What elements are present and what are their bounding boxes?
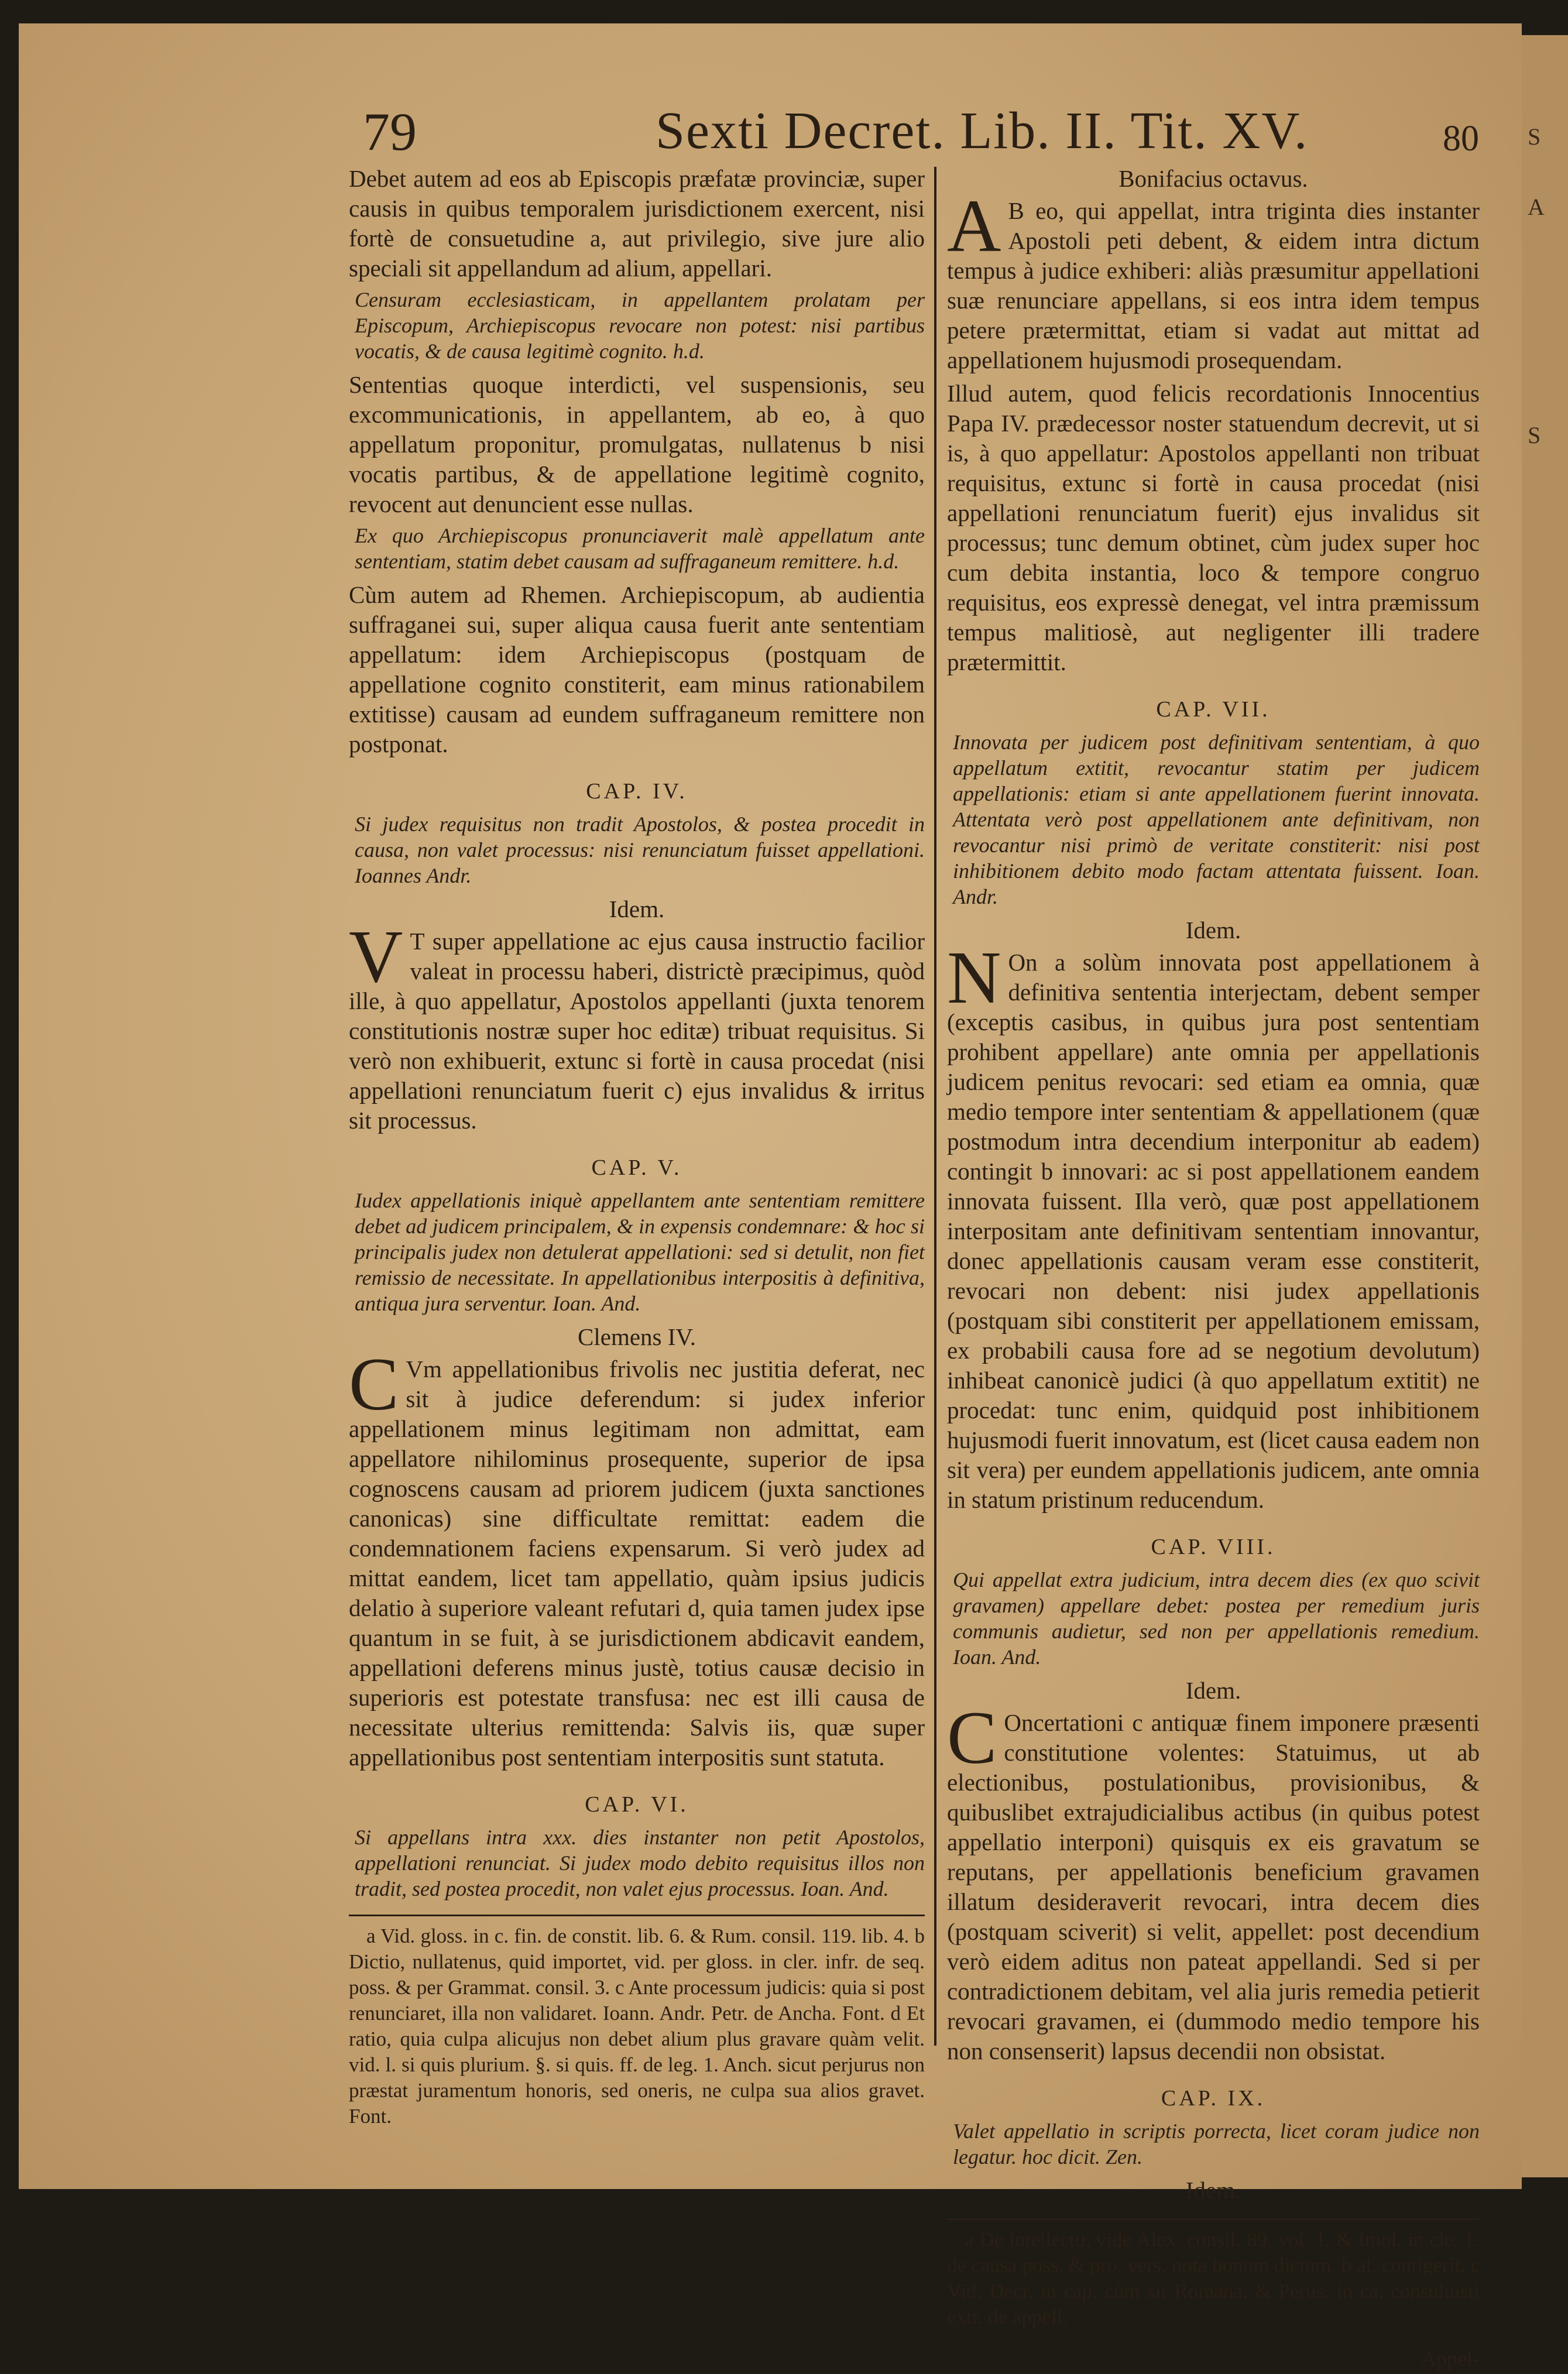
drop-cap: V: [349, 915, 403, 998]
paragraph: C Vm appellationibus frivolis nec justitia deferat, nec sit à judice deferendum: si judex inferior appellationem minus legitimam non admittat, eam appellatore nihilominus prosequente, superior de ipsa cognoscens causam ad priorem judicem (juxta sanctiones canonicas) sine difficultate remittat: eadem die condemnationem faciens expensarum. Si verò judex ad mittat eandem, licet tam appellatio, quàm ipsius judicis delatio à superiore valeant refutari d, quia tamen judex ipse quantum in se fuit, à se jurisdictionem abdicavit eandem, appellationi deferens minus justè, totius causæ decisio in superioris est potestate transfusa: nec est illi causa de necessitate ulterius remittenda: Salvis iis, quæ super appellationibus post sententiam interpositis sunt statuta.: [349, 1343, 925, 1771]
author-line: Idem.: [609, 896, 665, 922]
paragraph: A B eo, qui appellat, intra triginta dies instanter Apostoli peti debent, & eidem intra dictum tempus à judice exhiberi: aliàs præsumitur appellationi suæ renunciare appellans, si eos intra idem tempus petere prætermittat, etiam si vadat aut mittat ad appellationem hujusmodi prosequendam.: [947, 184, 1480, 373]
author-line: Clemens IV.: [578, 1323, 696, 1350]
drop-cap: N: [947, 936, 1001, 1019]
chapter-heading: CAP. VI.: [585, 1792, 689, 1817]
footnote-rule: [349, 1915, 925, 1916]
drop-cap: A: [947, 184, 1001, 267]
running-header: [363, 101, 1487, 165]
summary: Ex quo Archiepiscopus pronunciaverit malè appellatum ante sententiam, statim debet causam ad suffraganeum remittere. h.d.: [355, 524, 925, 573]
drop-cap: C: [349, 1343, 399, 1426]
column-divider: [934, 167, 936, 2046]
chapter-heading: CAP. IX.: [1161, 2086, 1266, 2111]
summary: Censuram ecclesiasticam, in appellantem prolatam per Episcopum, Archiepiscopus revocare non potest: nisi partibus vocatis, & de causa legitimè cognito. h.d.: [355, 288, 925, 363]
paragraph: Sententias quoque interdicti, vel suspensionis, seu excommunicationis, in appellantem, ab eo, à quo appellatum proponitur, promulgatas, nullatenus b nisi vocatis partibus, & de appellatione legitimè cognito, revocent aut denuncient esse nullas.: [349, 371, 925, 517]
summary: Si judex requisitus non tradit Apostolos, & postea procedit in causa, non valet processus: nisi renunciatum fuisset appellationi. Ioannes Andr.: [355, 812, 925, 887]
running-title: Sexti Decret. Lib. II. Tit. XV.: [656, 102, 1309, 160]
author-line: Bonifacius octavus.: [1118, 165, 1308, 192]
author-line: Idem.: [1185, 1677, 1241, 1704]
drop-cap: C: [947, 1696, 997, 1779]
footnote-rule: [947, 2218, 1480, 2220]
footnotes: a Vid. gloss. in c. fin. de constit. lib. 6. & Rum. consil. 119. lib. 4. b Dictio, nullatenus, quid importet, vid. per gloss. in cler. infr. de seq. poss. & per Grammat. consil. 3. c Ante processum judicis: quia si post renunciaret, illa non validaret. Ioann. Andr. Petr. de Ancha. Font. d Et ratio, quia culpa alicujus non debet alium plus gravare quàm velit. vid. l. si quis plurium. §. si quis. ff. de leg. 1. Anch. sicut perjurus non præstat juramentum honoris, sed oneris, ne culpa sua alios gravet. Font.: [349, 1924, 925, 2128]
chapter-heading: CAP. IV.: [586, 779, 688, 804]
edge-fragment: S: [1528, 422, 1541, 448]
facing-page-edge: [1522, 35, 1568, 2177]
paragraph: Illud autem, quod felicis recordationis Innocentius Papa IV. prædecessor noster statuendum decrevit, ut si is, à quo appellatur: Apostolos appellanti non tribuat requisitus, extunc si fortè in causa procedat (nisi appellationi renunciatum fuerit) ejus invalidus sit processus; tunc demum obtinet, cùm judex super hoc cum debita instantia, loco & tempore congruo requisitus, eos expressè denegat, vel intra præmissum tempus malitiosè, aut negligenter illi tradere prætermittit.: [947, 380, 1480, 675]
paragraph: Debet autem ad eos ab Episcopis præfatæ provinciæ, super causis in quibus temporalem jurisdictionem exercent, nisi fortè de consuetudine a, aut privilegio, sive jure alio speciali sit appellandum ad alium, appellari.: [349, 165, 925, 282]
chapter-heading: CAP. VII.: [1156, 697, 1271, 722]
chapter-heading: CAP. V.: [591, 1155, 682, 1180]
footnotes: a De intellectu, vide Alex. consil. 89. vol. 1. & Imol. in cle. 1. de causa poss. & pro. vers. nota bonum dictum. b al. contigerit. c Vid. Decr. in cap. cùm sit Romana. & Perus. in ca. consuluisti extr. de appell.: [947, 2228, 1480, 2328]
paragraph: V T super appellatione ac ejus causa instructio facilior valeat in processu haberi, districtè præcipimus, quòd ille, à quo appellatur, Apostolos appellanti (juxta tenorem constitutionis nostræ super hoc editæ) tribuat requisitus. Si verò non exhibuerit, extunc si fortè in causa procedat (nisi appellationi renunciatum fuerit c) ejus invalidus & irritus sit processus.: [349, 915, 925, 1134]
right-column: [947, 164, 1480, 2374]
summary: Qui appellat extra judicium, intra decem dies (ex quo scivit gravamen) appellare debet: postea per remedium juris communis audietur, sed non per appellationis remedium. Ioan. And.: [953, 1568, 1480, 1669]
paragraph: N On a solùm innovata post appellationem à definitiva sententia interjectam, debent semper (exceptis casibus, in quibus jura post sententiam prohibent appellare) ante omnia per appellationis judicem penitus revocari: sed etiam ea omnia, quæ medio tempore inter sententiam & appellationem (quæ postmodum intra decendium interponitur ab eadem) contingit b innovari: ac si post appellationem eandem innovata fuissent. Illa verò, quæ post appellationem interpositam ante definitivam sententiam innovantur, donec appellationis causam veram esse constiterit, revocari non debent: nisi judex appellationis (postquam sibi constiterit per appellationem emissam, ex probabili causa fore ad se negotium devolutum) inhibeat canonicè judici (à quo appellatum extitit) ne procedat: tunc enim, quidquid post inhibitionem hujusmodi fuerit innovatum, est (licet causa eadem non sit vera) per eundem appellationis judicem, ante omnia in statum pristinum reducendum.: [947, 936, 1480, 1513]
summary: Si appellans intra xxx. dies instanter non petit Apostolos, appellationi renunciat. Si judex modo debito requisitus illos non tradit, sed postea procedit, non valet ejus processus. Ioan. And.: [355, 1826, 925, 1900]
summary: Valet appellatio in scriptis porrecta, licet coram judice non legatur. hoc dicit. Zen.: [953, 2119, 1480, 2169]
chapter-heading: CAP. VIII.: [1151, 1535, 1276, 1559]
summary: Iudex appellationis iniquè appellantem ante sententiam remittere debet ad judicem principalem, & in expensis condemnare: & hoc si principalis judex non detulerat appellationi: sed si detulit, non fiet remissio de necessitate. In appellationibus interpositis à definitiva, antiqua jura serventur. Ioan. And.: [355, 1189, 925, 1315]
edge-fragment: S: [1528, 123, 1541, 150]
author-line: Idem.: [1185, 917, 1241, 944]
page-number-left: 79: [363, 102, 417, 162]
left-column: [349, 164, 925, 2129]
paragraph: C Oncertationi c antiquæ finem imponere præsenti constitutione volentes: Statuimus, ut ab electionibus, postulationibus, provisionibus, & quibuslibet extrajudicialibus actibus (in quibus potest appellatio interponi) quisquis ex eis gravatum se reputans, per appellationis beneficium gravamen illatum desideraverit revocari, intra decem dies (postquam sciverit) si velit, appellet: post decendium verò eidem aditus non pateat appellandi. Sed si per contradictionem debitam, vel alia juris remedia petierit revocari gravamen, ei (dummodo medio tempore his non consenserit) lapsus decendii non obsistat.: [947, 1696, 1480, 2064]
author-line: Idem.: [1185, 2177, 1241, 2204]
summary: Innovata per judicem post definitivam sententiam, à quo appellatum extitit, revocantur statim per judicem appellationis: etiam si ante appellationem fuerint innovata. Attentata verò post appellationem ante definitivam, non revocantur nisi primò de veritate constiterit: nisi post inhibitionem debito modo factam attentata fuissent. Ioan. Andr.: [953, 730, 1480, 908]
edge-fragment: A: [1528, 194, 1545, 220]
catchword: Appel-: [1421, 2347, 1480, 2370]
page-number-right: 80: [1443, 119, 1479, 159]
paragraph: Cùm autem ad Rhemen. Archiepiscopum, ab audientia suffraganei sui, super aliqua causa fuerit ante sententiam appellatum: idem Archiepiscopus (postquam de appellatione cognito constiterit, eam minus rationabilem extitisse) causam ad eundem suffraganeum remittere non postponat.: [349, 581, 925, 757]
